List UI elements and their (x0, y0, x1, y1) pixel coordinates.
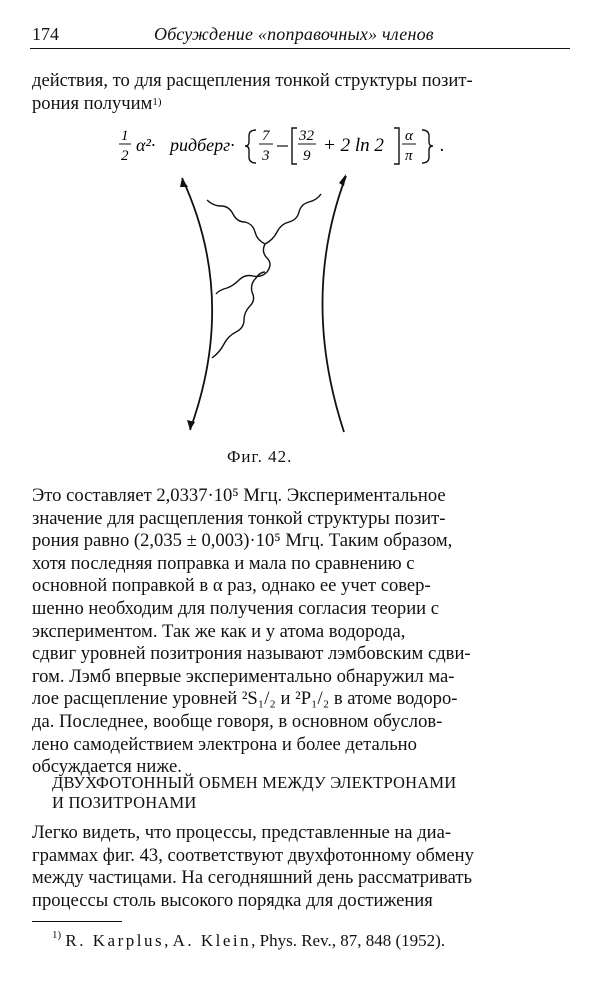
feynman-diagram (160, 168, 380, 440)
paragraph-line: гом. Лэмб впервые экспериментально обнаружил ма- (32, 665, 455, 687)
footnote-separator: , (164, 931, 173, 950)
running-title: Обсуждение «поправочных» членов (154, 24, 434, 44)
paragraph-line: основной поправкой в α раз, однако ее учет совер- (32, 575, 431, 597)
section-heading (52, 773, 552, 813)
formula-plus-ln2: + 2 ln 2 (323, 135, 384, 156)
footnote-author: A. Klein (172, 931, 252, 950)
formula-fraction-numerator: 1 (121, 128, 129, 144)
paragraph-line: обсуждается ниже. (32, 756, 182, 778)
formula-fraction-denominator: π (405, 148, 413, 164)
formula-fraction-numerator: 7 (262, 128, 270, 144)
paragraph-line: шенно необходим для получения согласия теории с (32, 597, 440, 619)
section-heading-line: И ПОЗИТРОНАМИ (52, 793, 197, 812)
paragraph-line: процессы столь высокого порядка для достижения (32, 889, 433, 911)
paragraph-line: экспериментом. Так же как и у атома водорода, (32, 620, 406, 642)
section-heading-line: ДВУХФОТОННЫЙ ОБМЕН МЕЖДУ ЭЛЕКТРОНАМИ (52, 773, 457, 792)
paragraph-line: между частицами. На сегодняшний день рассматривать (32, 867, 472, 889)
footnote-reference-text: , Phys. Rev., 87, 848 (1952). (251, 931, 446, 950)
paragraph-line: Легко видеть, что процессы, представленные на диа- (32, 822, 452, 843)
formula-fraction-denominator: 2 (121, 148, 129, 164)
paragraph-intro (32, 70, 572, 115)
running-header (30, 22, 570, 49)
footnote-reference: 1) (152, 95, 162, 108)
formula-fraction-numerator: 32 (299, 128, 314, 144)
photon-line (216, 244, 270, 294)
formula-fraction-denominator: 3 (262, 148, 270, 164)
paragraph-line: рония равно (2,035 ± 0,003)·10⁵ Мгц. Таким образом, (32, 530, 453, 552)
paragraph-line: значение для расщепления тонкой структуры позит- (32, 507, 446, 529)
formula-fraction-numerator: α (405, 128, 413, 144)
formula-period: . (440, 135, 445, 156)
paragraph-line: граммах фиг. 43, соответствуют двухфотонному обмену (32, 844, 474, 866)
photon-line (265, 194, 321, 244)
formula-rydberg: ридберг· (170, 135, 235, 155)
footnote-author: R. Karplus (65, 931, 165, 950)
paragraph-line: действия, то для расщепления тонкой структуры позит- (32, 70, 473, 91)
paragraph-line: рония получим (32, 92, 153, 114)
footnote (52, 931, 445, 951)
formula (118, 124, 478, 168)
paragraph-main (32, 485, 572, 779)
positron-line-right (322, 176, 346, 432)
paragraph-line: да. Последнее, вообще говоря, в основном обуслов- (32, 710, 443, 732)
paragraph-section (32, 822, 572, 912)
paragraph-line: хотя последняя поправка и мала по сравнению с (32, 552, 415, 574)
photon-line (212, 272, 265, 358)
electron-line-left (182, 178, 212, 430)
footnote-divider (32, 921, 122, 922)
formula-alpha-squared: α²· (136, 135, 156, 155)
paragraph-line: лое расщепление уровней ²S₁/₂ и ²P₁/₂ в атоме водоро- (32, 688, 458, 710)
paragraph-line: Это составляет 2,0337·10⁵ Мгц. Экспериментальное (32, 485, 446, 506)
paragraph-line: сдвиг уровней позитрония называют лэмбовским сдви- (32, 643, 471, 665)
photon-line (207, 200, 265, 244)
paragraph-line: лено самодействием электрона и более детально (32, 733, 417, 755)
formula-fraction-denominator: 9 (303, 148, 311, 164)
page-number: 174 (32, 24, 59, 44)
footnote-mark: 1) (52, 929, 62, 941)
figure-caption: Фиг. 42. (227, 447, 293, 466)
